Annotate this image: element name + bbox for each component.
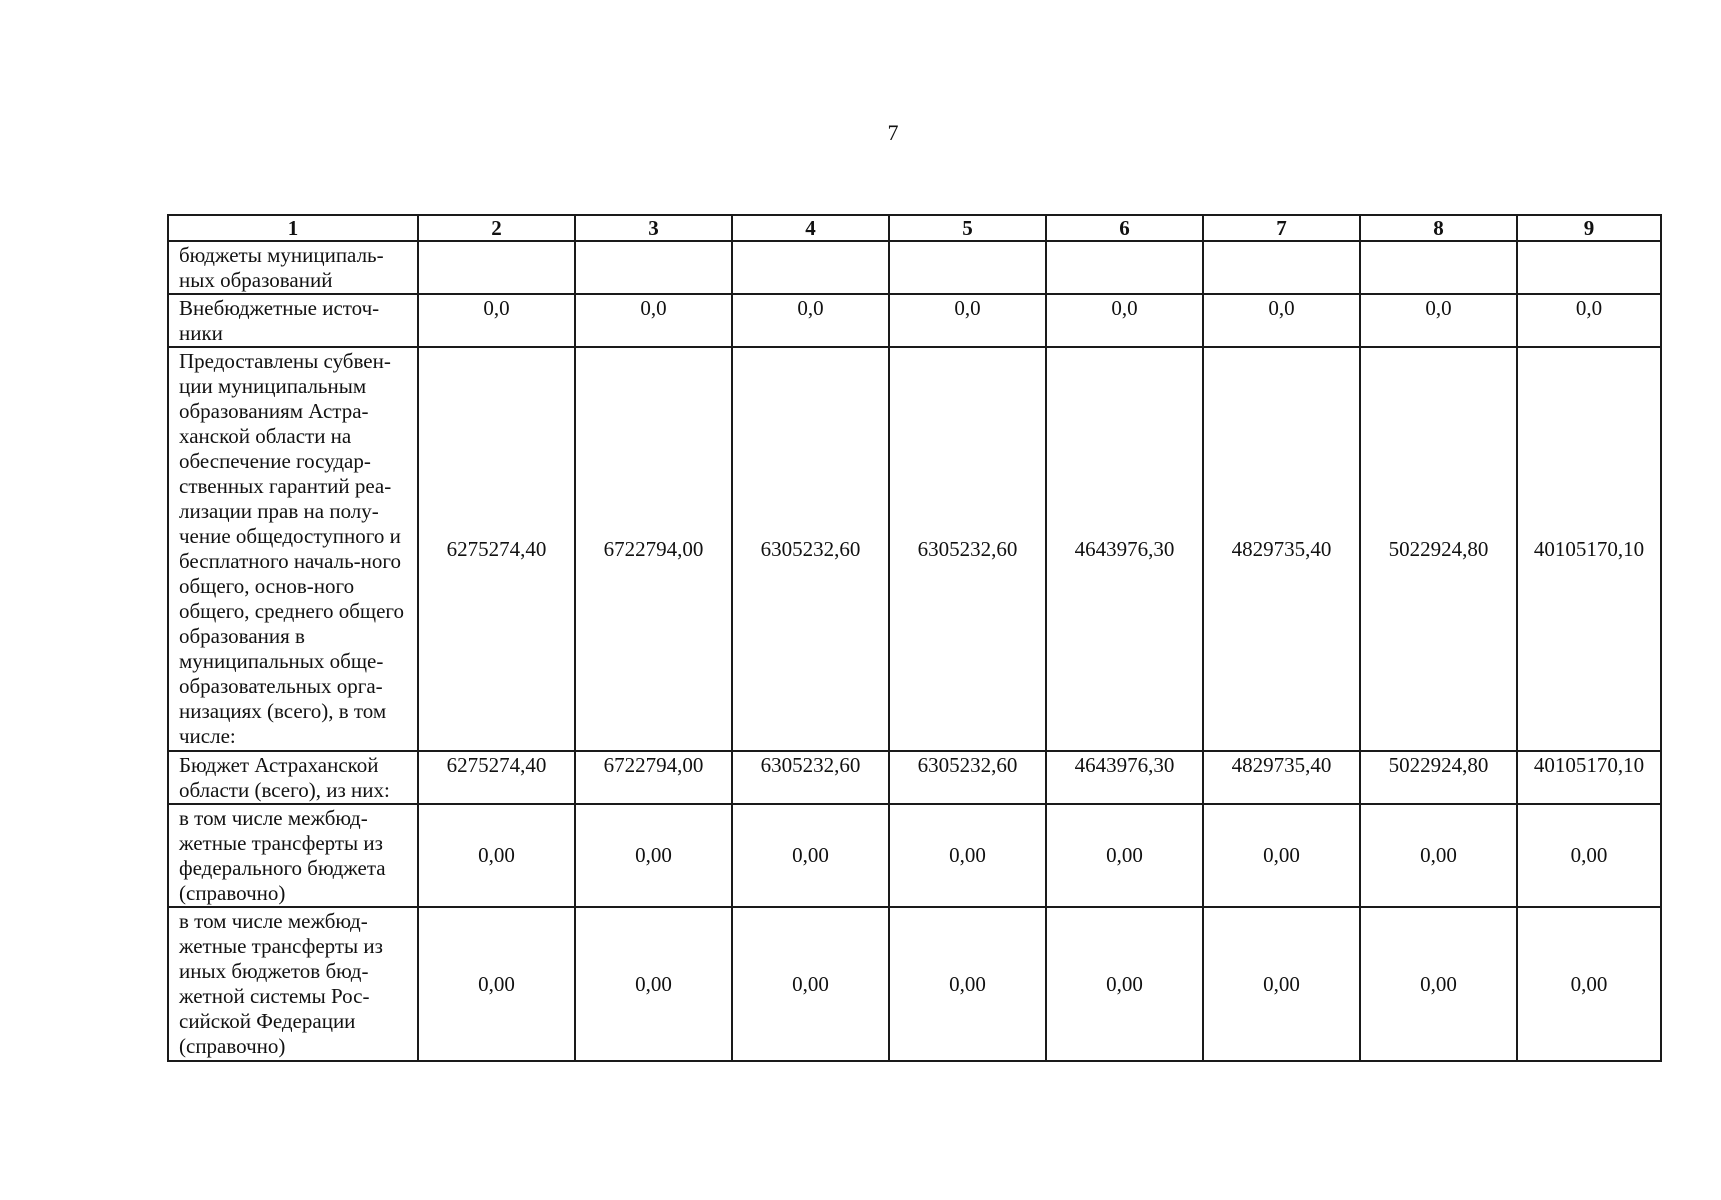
column-number: 5	[889, 215, 1046, 241]
table-cell: 40105170,10	[1517, 751, 1661, 804]
table-cell: 0,00	[889, 907, 1046, 1061]
column-number: 4	[732, 215, 889, 241]
table-cell: 4829735,40	[1203, 347, 1360, 751]
row-label: Внебюджетные источ-ники	[168, 294, 418, 347]
table-cell	[732, 241, 889, 294]
table-cell	[575, 241, 732, 294]
table-cell: 0,0	[1360, 294, 1517, 347]
column-number: 3	[575, 215, 732, 241]
table-row	[168, 907, 1661, 1061]
table-cell: 0,0	[1517, 294, 1661, 347]
table-cell: 40105170,10	[1517, 347, 1661, 751]
table-cell: 6305232,60	[889, 347, 1046, 751]
table-cell: 0,00	[889, 804, 1046, 907]
row-label: в том числе межбюд-жетные трансферты из федерального бюджета (справочно)	[168, 804, 418, 907]
table-cell	[1046, 241, 1203, 294]
table-cell: 0,00	[1517, 907, 1661, 1061]
table-cell: 0,0	[1203, 294, 1360, 347]
table-row	[168, 294, 1661, 347]
table-cell: 0,00	[575, 907, 732, 1061]
table-cell: 0,00	[1046, 907, 1203, 1061]
table-header-row	[168, 215, 1661, 241]
table-cell: 0,00	[1203, 907, 1360, 1061]
column-number: 9	[1517, 215, 1661, 241]
column-number: 2	[418, 215, 575, 241]
table-cell: 0,00	[1360, 804, 1517, 907]
table-cell: 0,00	[418, 907, 575, 1061]
table-cell	[1517, 241, 1661, 294]
table-cell: 6305232,60	[732, 751, 889, 804]
column-number: 1	[168, 215, 418, 241]
page-number: 7	[887, 120, 899, 145]
table-cell: 6275274,40	[418, 347, 575, 751]
table-cell: 6275274,40	[418, 751, 575, 804]
table-cell: 0,00	[1517, 804, 1661, 907]
table-cell	[889, 241, 1046, 294]
table-cell: 0,0	[732, 294, 889, 347]
table-row	[168, 241, 1661, 294]
row-label: Предоставлены субвен-ции муниципальным образованиям Астра-ханской области на обеспечение государ-ственных гарантий реа-лизации прав на полу-чение общедоступного и бесплатного началь-ного общего, основ-ного общего, среднего общего образования в муниципальных обще-образовательных орга-низациях (всего), в том числе:	[168, 347, 418, 751]
table-cell: 0,00	[575, 804, 732, 907]
table-cell: 5022924,80	[1360, 751, 1517, 804]
table-cell: 0,00	[1203, 804, 1360, 907]
column-number: 6	[1046, 215, 1203, 241]
table-cell: 4643976,30	[1046, 347, 1203, 751]
table-row	[168, 751, 1661, 804]
table-cell: 4643976,30	[1046, 751, 1203, 804]
column-number: 7	[1203, 215, 1360, 241]
table-cell: 0,00	[732, 907, 889, 1061]
table-cell: 6722794,00	[575, 347, 732, 751]
row-label: Бюджет Астраханской области (всего), из них:	[168, 751, 418, 804]
budget-table	[167, 214, 1662, 1062]
row-label: бюджеты муниципаль-ных образований	[168, 241, 418, 294]
table-cell: 0,00	[1360, 907, 1517, 1061]
table-cell: 0,0	[1046, 294, 1203, 347]
table-cell: 6305232,60	[732, 347, 889, 751]
column-number: 8	[1360, 215, 1517, 241]
table-row	[168, 347, 1661, 751]
table-cell: 4829735,40	[1203, 751, 1360, 804]
table-cell: 5022924,80	[1360, 347, 1517, 751]
table-cell: 6722794,00	[575, 751, 732, 804]
table-cell: 0,00	[1046, 804, 1203, 907]
table-cell: 6305232,60	[889, 751, 1046, 804]
table-cell: 0,00	[418, 804, 575, 907]
table-cell: 0,0	[889, 294, 1046, 347]
table-cell	[418, 241, 575, 294]
table-cell	[1203, 241, 1360, 294]
table-row	[168, 804, 1661, 907]
table-cell	[1360, 241, 1517, 294]
table-cell: 0,00	[732, 804, 889, 907]
table-cell: 0,0	[575, 294, 732, 347]
table-cell: 0,0	[418, 294, 575, 347]
row-label: в том числе межбюд-жетные трансферты из иных бюджетов бюд-жетной системы Рос-сийской Федерации (справочно)	[168, 907, 418, 1061]
